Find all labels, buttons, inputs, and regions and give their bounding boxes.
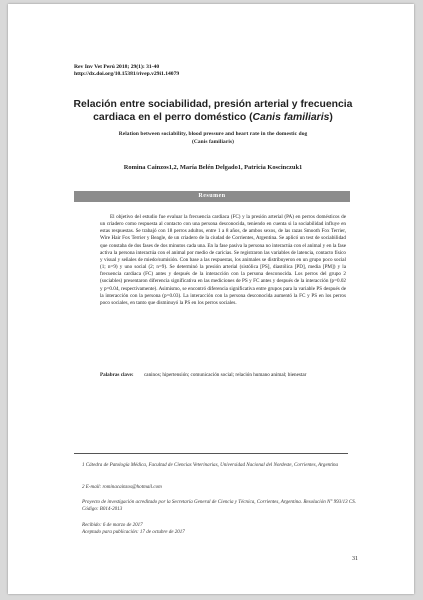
title-species: Canis familiaris (252, 112, 330, 123)
english-title-main: Relation between sociability, blood pressure and heart rate in the domestic dog (118, 131, 308, 137)
article-title (58, 98, 368, 124)
keywords (100, 372, 346, 379)
title-close: ) (329, 112, 333, 123)
footnote-funding: Proyecto de investigación acreditado por la Secretaría General de Ciencia y Técnica, Corrientes, Argentina. Resolución N° 993/13 CS. Código: B014-2013 (82, 499, 357, 512)
title-main: Relación entre sociabilidad, presión arterial y frecuencia cardiaca en el perro doméstico ( (73, 99, 353, 123)
footnote-affiliation: 1 Cátedra de Patología Médica, Facultad de Ciencias Veterinarias, Universidad Nacional del Nordeste, Corrientes, Argentina (82, 462, 339, 468)
abstract-body: El objetivo del estudio fue evaluar la frecuencia cardiaca (FC) y la presión arterial (PA) en perros domésticos de un criadero como respuesta al contacto con una persona desconocida, teniendo en cuenta si la sociabilidad influye en estas respuestas. Se trabajó con 18 perros adultos, entre 1 a 8 años, de ambos sexos, de las razas Smooth Fox Terrier, Wire Hair Fox Terrier y Beagle, de un criadero de la ciudad de Corrientes, Argentina. Se aplicó un test de sociabilidad que constaba de dos fases de dos minutos cada una. En la fase pasiva la persona no interactúa con el animal y en la fase activa la persona interactúa con el animal por medio de caricias. Se registraron las variables de latencia, contacto físico y visual y señales de miedo/sumisión. Con base a las respuestas, los animales se distribuyeron en un grupo poco social (1; n=9) y uno social (2; n=9). Se determinó la presión arterial (sistólica [PS], diastólica [PD], media [PM]) y la frecuencia cardiaca (FC) antes y después de la interacción con la persona desconocida. Los perros del grupo 2 (sociables) presentaron diferencia significativa en las mediciones de PS y FC antes y después de la interacción (p=0.02 y p=0.04, respectivamente). Asimismo, se encontró diferencia significativa entre grupos para la variable PS después de la interacción con la persona (p=0.03). La interacción con la persona desconocida aumentó la FC y PS en los perros poco sociales, en tanto que disminuyó la PS en los perros sociales. (100, 214, 346, 306)
doi-link[interactable]: http://dx.doi.org/10.15381/rivep.v29i1.14079 (74, 71, 180, 78)
accepted-date: Aceptado para publicación: 17 de octubre de 2017 (82, 528, 185, 535)
footnote-divider (74, 453, 348, 454)
english-title (68, 131, 358, 146)
keywords-text: caninos; hipertensión; comunicación social; relación humano animal; bienestar (144, 372, 307, 378)
abstract-heading: Resumen (74, 191, 350, 202)
footnote-email[interactable]: 2 E-mail: rominacainzos@hotmail.com (82, 484, 162, 490)
journal-reference: Rev Inv Vet Perú 2018; 29(1): 31-40 (74, 64, 160, 70)
received-date: Recibido: 6 de marzo de 2017 (82, 522, 143, 528)
paper-page (8, 4, 414, 594)
english-title-species: (Canis familiaris) (191, 138, 235, 145)
authors: Romina Cainzos1,2, María Belén Delgado1, Patricia Koscinczuk1 (123, 164, 303, 171)
keywords-label: Palabras clave: (100, 372, 134, 378)
footnote-dates (74, 522, 360, 535)
page-number: 31 (352, 556, 358, 562)
journal-citation (74, 64, 179, 78)
